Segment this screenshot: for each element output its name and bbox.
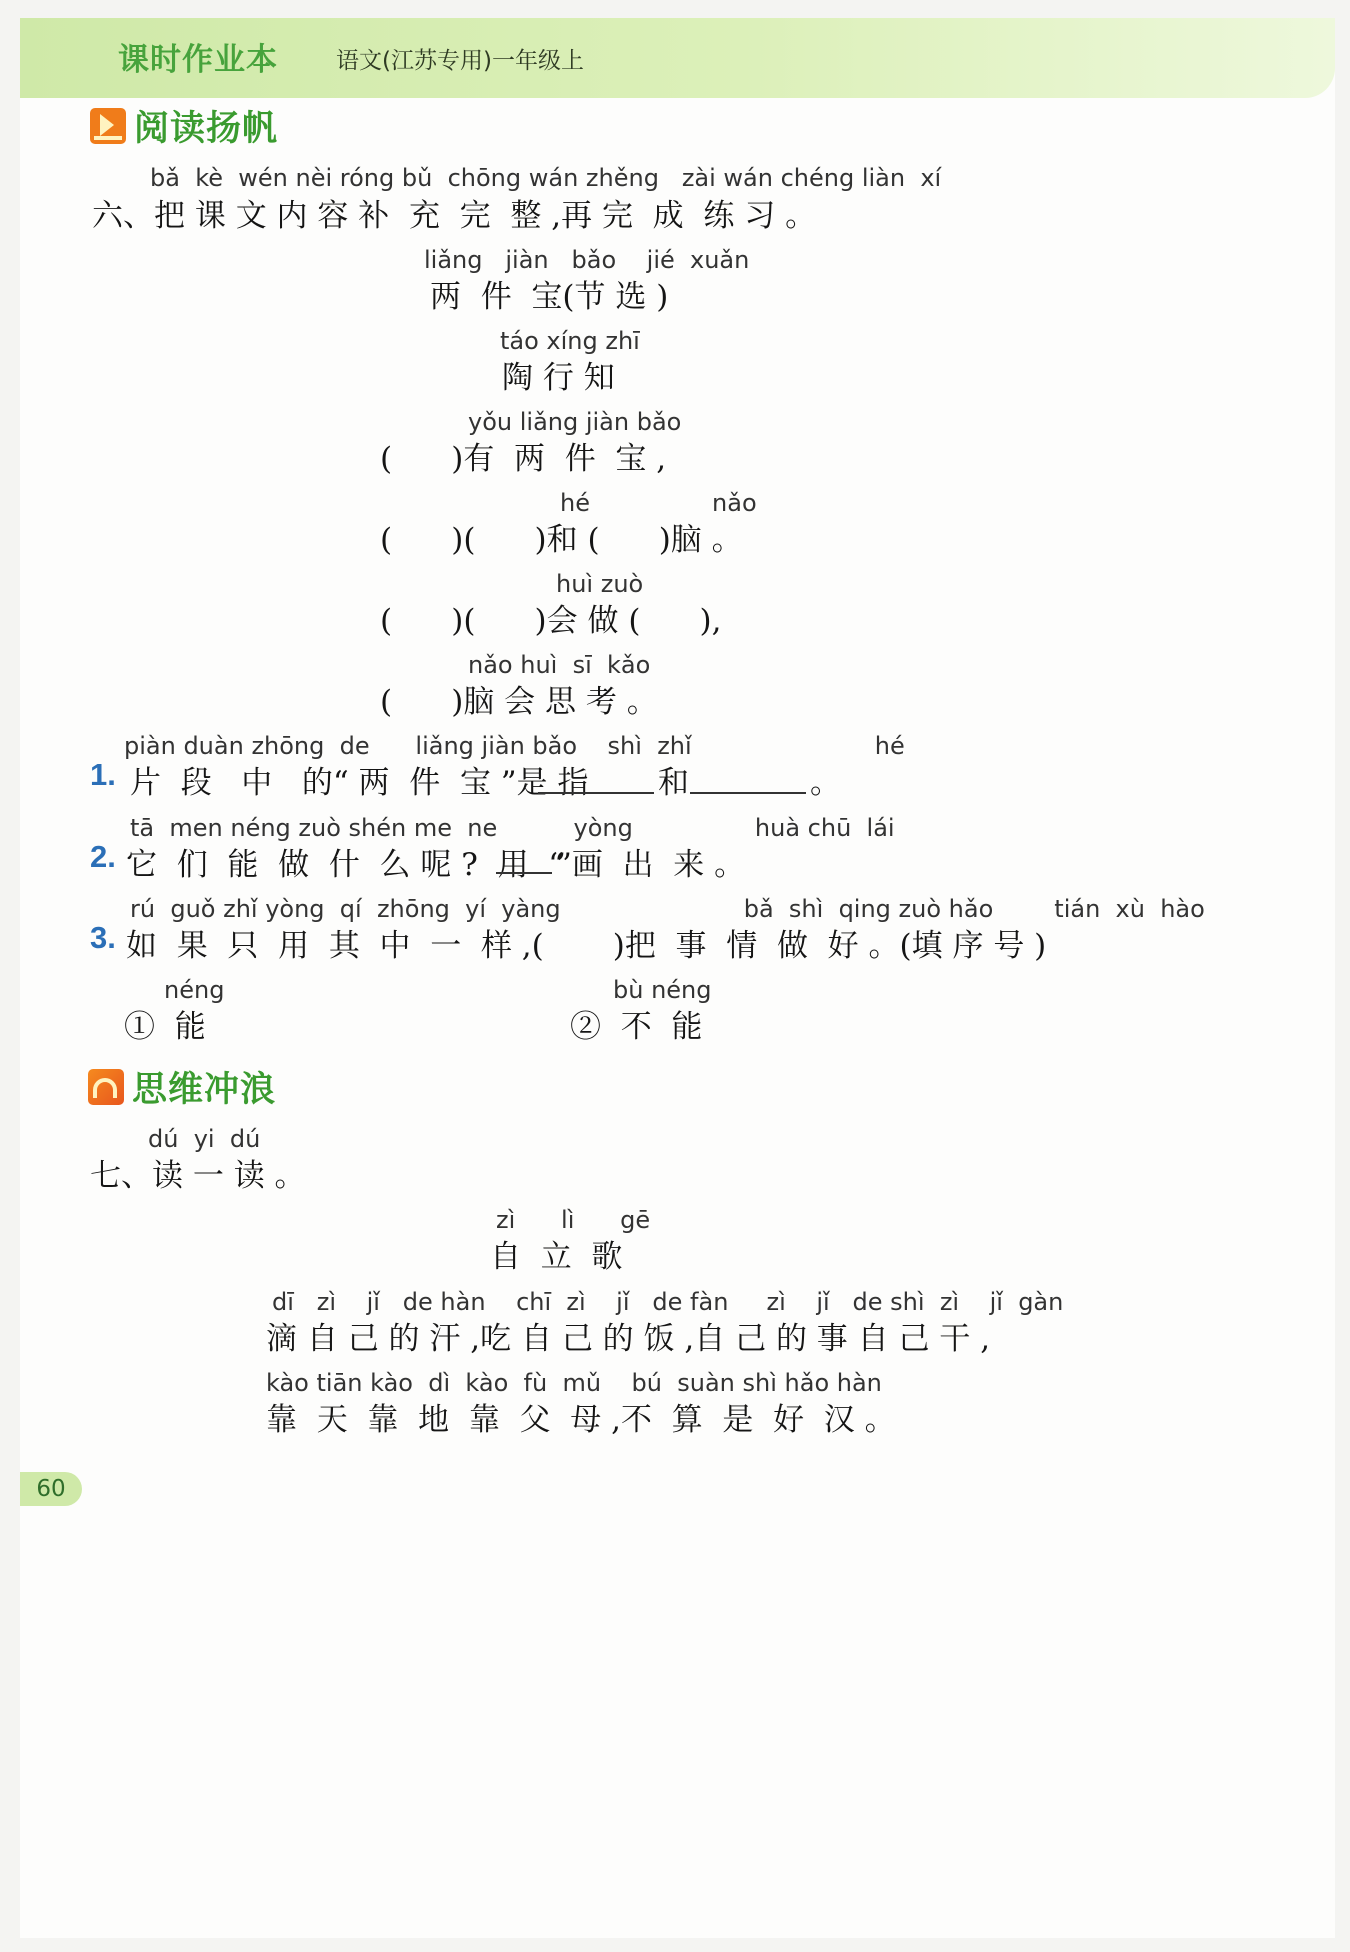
sub1-end: 。 — [810, 765, 841, 801]
song-title-pinyin: zì lì gē — [496, 1206, 651, 1234]
poem-author: 陶 行 知 — [502, 360, 615, 396]
header-subtitle: 语文(江苏专用)一年级上 — [336, 48, 584, 74]
sub2-number: 2. — [90, 839, 116, 874]
sub3-pinyin: rú guǒ zhǐ yòng qí zhōng yí yàng bǎ shì qing zuò hǎo tián xù hào — [130, 895, 1205, 923]
page-header — [20, 18, 1335, 98]
q6-pinyin: bǎ kè wén nèi róng bǔ chōng wán zhěng zài wán chéng liàn xí — [150, 164, 942, 192]
poem-line4: ( )脑 会 思 考 。 — [380, 684, 658, 720]
section-thinking-title: 思维冲浪 — [132, 1070, 277, 1110]
q6-prompt: 六、把 课 文 内 容 补 充 完 整 ,再 完 成 练 习 。 — [92, 198, 817, 234]
song-line2: 靠 天 靠 地 靠 父 母 ,不 算 是 好 汉 。 — [266, 1402, 896, 1438]
option2[interactable]: ② 不 能 — [570, 1009, 703, 1045]
sub2-pinyin: tā men néng zuò shén me ne yòng huà chū lái — [130, 814, 895, 842]
song-line1: 滴 自 己 的 汗 ,吃 自 己 的 饭 ,自 己 的 事 自 己 干 , — [266, 1321, 991, 1357]
song-title: 自 立 歌 — [490, 1239, 623, 1275]
sub2-blank[interactable] — [496, 872, 552, 874]
sub1-blank-b[interactable] — [690, 792, 806, 794]
sub1-pinyin: piàn duàn zhōng de liǎng jiàn bǎo shì zhǐ hé — [124, 732, 905, 760]
poem-line2-pinyin: hé nǎo — [560, 489, 757, 517]
poem-line1-pinyin: yǒu liǎng jiàn bǎo — [468, 408, 682, 436]
poem-line4-pinyin: nǎo huì sī kǎo — [468, 651, 651, 679]
sub3-text: 如 果 只 用 其 中 一 样 ,( )把 事 情 做 好 。(填 序 号 ) — [126, 928, 1047, 964]
sub1-blank-a[interactable] — [538, 792, 654, 794]
sub1-he: 和 — [658, 765, 689, 801]
wave-icon — [88, 1069, 124, 1105]
poem-line3-pinyin: huì zuò — [556, 570, 644, 598]
sub3-number: 3. — [90, 920, 116, 955]
poem-line2: ( )( )和 ( )脑 。 — [380, 522, 743, 558]
option1-pinyin: néng — [164, 976, 225, 1004]
poem-title-pinyin: liǎng jiàn bǎo jié xuǎn — [424, 246, 750, 274]
section-reading — [90, 101, 278, 151]
poem-title: 两 件 宝(节 选 ) — [430, 279, 669, 315]
sailboat-icon — [90, 108, 126, 144]
q7-pinyin: dú yi dú — [148, 1125, 261, 1153]
song-line2-pinyin: kào tiān kào dì kào fù mǔ bú suàn shì hǎo hàn — [266, 1369, 882, 1397]
section-thinking — [88, 1062, 276, 1112]
sub2-text: 它 们 能 做 什 么 呢 ? 用 “ — [126, 847, 565, 883]
header-brand: 课时作业本 — [118, 42, 278, 78]
sub2-end: ”画 出 来 。 — [556, 847, 746, 883]
poem-author-pinyin: táo xíng zhī — [500, 327, 640, 355]
page-number: 60 — [20, 1472, 82, 1506]
sub1-text: 片 段 中 的“ 两 件 宝 ”是 指 — [130, 765, 589, 801]
sub1-number: 1. — [90, 757, 116, 792]
section-reading-title: 阅读扬帆 — [134, 109, 279, 149]
option1[interactable]: ① 能 — [124, 1009, 206, 1045]
song-line1-pinyin: dī zì jǐ de hàn chī zì jǐ de fàn zì jǐ de shì zì jǐ gàn — [272, 1288, 1064, 1316]
poem-line1: ( )有 两 件 宝 , — [380, 441, 667, 477]
poem-line3: ( )( )会 做 ( ), — [380, 603, 722, 639]
option2-pinyin: bù néng — [613, 976, 712, 1004]
q7-prompt: 七、读 一 读 。 — [90, 1158, 306, 1194]
